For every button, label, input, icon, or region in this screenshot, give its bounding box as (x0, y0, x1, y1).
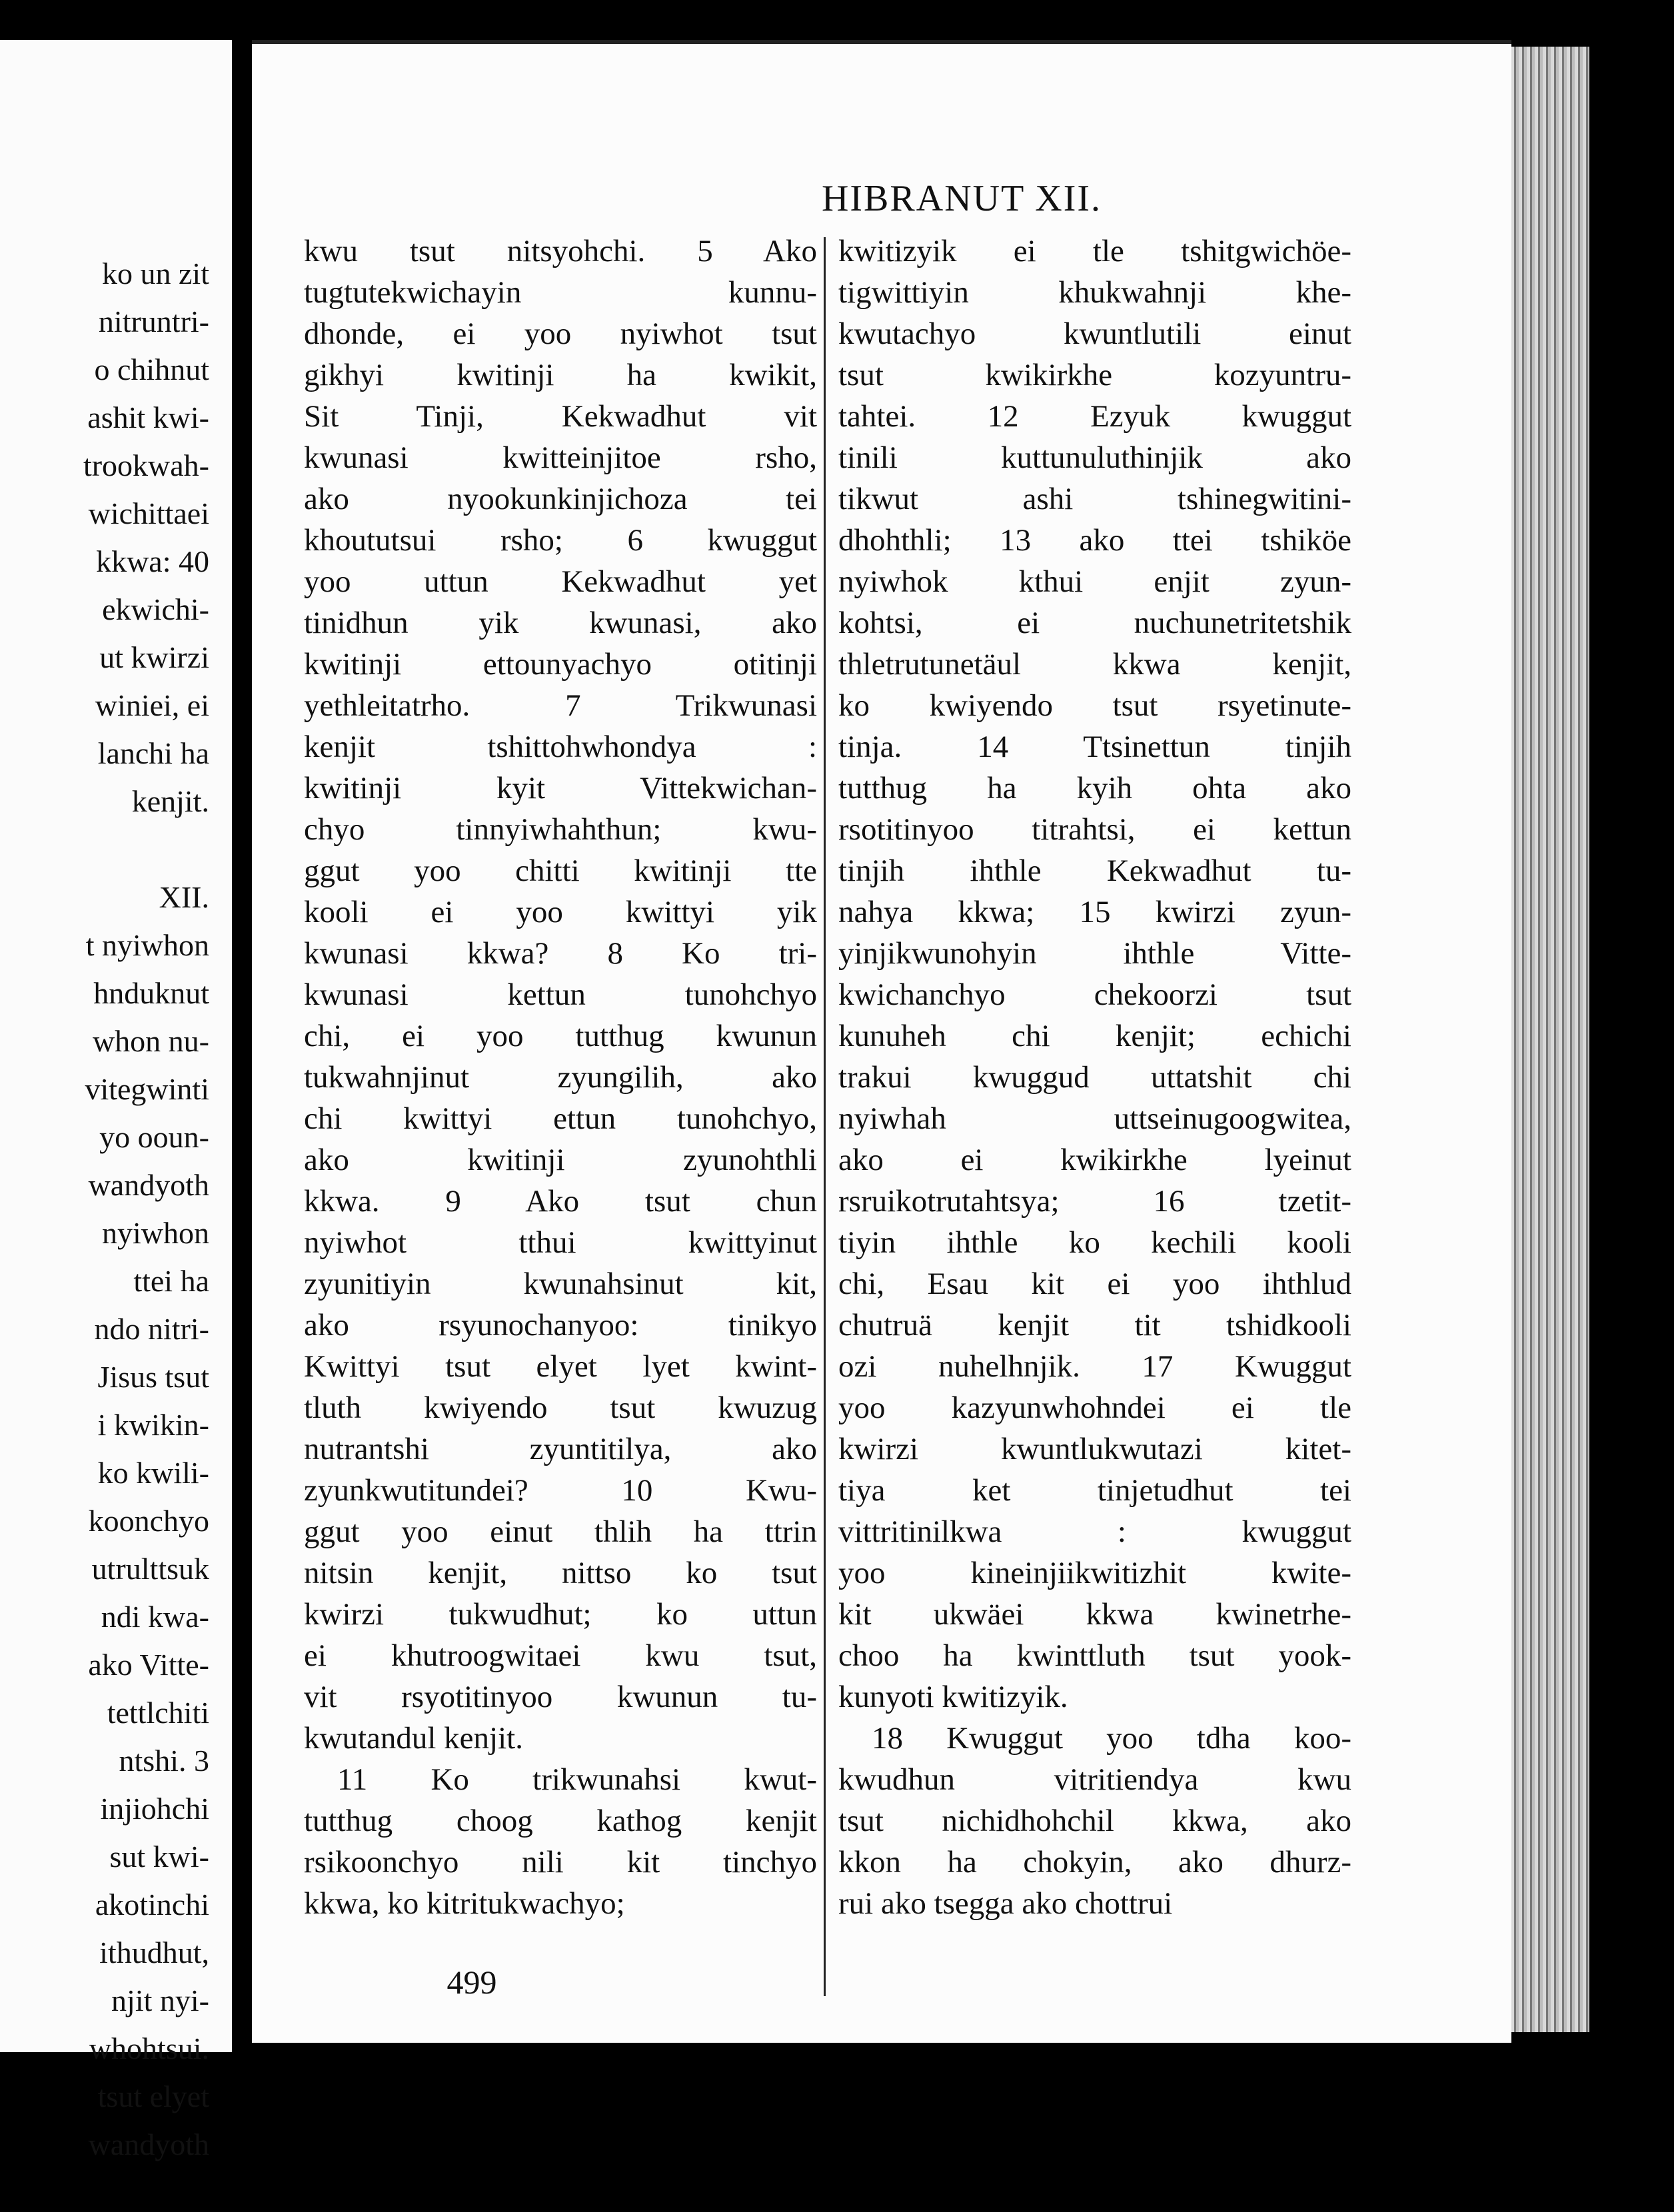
text-line: 11 Ko trikwunahsi kwut- (337, 1762, 817, 1797)
left-page-line: njit nyi- (111, 1983, 209, 2017)
left-page-line: ako Vitte- (88, 1648, 209, 1682)
left-page-line: wichittaei (88, 496, 209, 530)
left-page-line: ko un zit (102, 257, 209, 290)
text-line: kwunasi kkwa? 8 Ko tri- (304, 936, 817, 971)
text-line: kwunasi kettun tunohchyo (304, 977, 817, 1012)
text-line: ako kwitinji zyunohthli (304, 1143, 817, 1177)
running-head: HIBRANUT XII. (821, 178, 1102, 219)
text-line: rsikoonchyo nili kit tinchyo (304, 1845, 817, 1880)
left-page-line: i kwikin- (97, 1408, 209, 1442)
text-line: chi, Esau kit ei yoo ihthlud (838, 1267, 1351, 1301)
text-line: nyiwhok kthui enjit zyun- (838, 564, 1351, 599)
text-line: tluth kwiyendo tsut kwuzug (304, 1390, 817, 1425)
left-page-line: XII. (159, 880, 209, 914)
left-page-line: utrulttsuk (91, 1552, 209, 1586)
text-line: tahtei. 12 Ezyuk kwuggut (838, 399, 1351, 434)
left-page-line: nyiwhon (102, 1216, 209, 1250)
text-line: chi, ei yoo tutthug kwunun (304, 1019, 817, 1053)
text-line: chyo tinnyiwhahthun; kwu- (304, 812, 817, 847)
left-page-line: kenjit. (131, 784, 209, 818)
right-column (838, 231, 1351, 1924)
text-line: yoo uttun Kekwadhut yet (304, 564, 817, 599)
text-line: Kwittyi tsut elyet lyet kwint- (304, 1349, 817, 1384)
text-line: ako rsyunochanyoo: tinikyo (304, 1308, 817, 1343)
text-line: tutthug ha kyih ohta ako (838, 771, 1351, 806)
text-line: tigwittiyin khukwahnji khe- (838, 275, 1351, 310)
text-line: yoo kineinjiikwitizhit kwite- (838, 1556, 1351, 1590)
text-line: kunuheh chi kenjit; echichi (838, 1019, 1351, 1053)
text-line: nahya kkwa; 15 kwirzi zyun- (838, 895, 1351, 929)
left-page-line: ttei ha (133, 1264, 209, 1298)
left-page-line: yo ooun- (99, 1120, 209, 1154)
text-line: kwutachyo kwuntlutili einut (838, 316, 1351, 351)
text-line: tiyin ihthle ko kechili kooli (838, 1225, 1351, 1260)
text-line: vit rsyotitinyoo kwunun tu- (304, 1680, 817, 1714)
left-page-line: tsut elyet (97, 2079, 209, 2113)
text-line: kwutandul kenjit. (304, 1721, 523, 1756)
left-page-line: koonchyo (88, 1504, 209, 1538)
left-page-line: akotinchi (95, 1888, 209, 1922)
text-line: nutrantshi zyuntitilya, ako (304, 1432, 817, 1466)
left-page-line: ut kwirzi (99, 640, 209, 674)
text-line: tinidhun yik kwunasi, ako (304, 606, 817, 640)
text-line: tinili kuttunuluthinjik ako (838, 440, 1351, 475)
text-line: ko kwiyendo tsut rsyetinute- (838, 688, 1351, 723)
left-page-line: ekwichi- (102, 592, 209, 626)
text-line: ggut yoo einut thlih ha ttrin (304, 1514, 817, 1549)
text-line: 18 Kwuggut yoo tdha koo- (872, 1721, 1351, 1756)
left-page-line: trookwah- (83, 448, 209, 482)
left-page-line: whon nu- (92, 1024, 209, 1058)
text-line: rui ako tsegga ako chottrui (838, 1886, 1173, 1921)
left-page-line: ndi kwa- (101, 1600, 209, 1634)
text-line: ei khutroogwitaei kwu tsut, (304, 1638, 817, 1673)
text-line: tutthug choog kathog kenjit (304, 1804, 817, 1838)
left-page-line: ashit kwi- (87, 400, 209, 434)
text-line: kwu tsut nitsyohchi. 5 Ako (304, 234, 817, 269)
text-line: yethleitatrho. 7 Trikwunasi (304, 688, 817, 723)
left-page-line: lanchi ha (97, 736, 209, 770)
text-line: kkon ha chokyin, ako dhurz- (838, 1845, 1351, 1880)
left-page-line: wandyoth (88, 2127, 209, 2161)
column-divider (824, 237, 826, 1996)
text-line: kwitizyik ei tle tshitgwichöe- (838, 234, 1351, 269)
text-line: nitsin kenjit, nittso ko tsut (304, 1556, 817, 1590)
text-line: kwirzi tukwudhut; ko uttun (304, 1597, 817, 1632)
left-page-line: ndo nitri- (94, 1312, 209, 1346)
text-line: ako nyookunkinjichoza tei (304, 482, 817, 516)
left-page-line: injiohchi (100, 1792, 209, 1826)
text-line: kwunasi kwitteinjitoe rsho, (304, 440, 817, 475)
text-line: kunyoti kwitizyik. (838, 1680, 1068, 1714)
text-line: ako ei kwikirkhe lyeinut (838, 1143, 1351, 1177)
text-line: tikwut ashi tshinegwitini- (838, 482, 1351, 516)
text-line: kooli ei yoo kwittyi yik (304, 895, 817, 929)
text-line: kwichanchyo chekoorzi tsut (838, 977, 1351, 1012)
text-line: kwirzi kwuntlukwutazi kitet- (838, 1432, 1351, 1466)
text-line: trakui kwuggud uttatshit chi (838, 1060, 1351, 1095)
left-page-line: o chihnut (94, 352, 209, 386)
text-line: tugtutekwichayin kunnu- (304, 275, 817, 310)
text-line: kohtsi, ei nuchunetritetshik (838, 606, 1351, 640)
left-page-line: ntshi. 3 (119, 1744, 209, 1778)
text-line: tukwahnjinut zyungilih, ako (304, 1060, 817, 1095)
text-line: tinja. 14 Ttsinettun tinjih (838, 730, 1351, 764)
text-line: zyunitiyin kwunahsinut kit, (304, 1267, 817, 1301)
text-line: yinjikwunohyin ihthle Vitte- (838, 936, 1351, 971)
text-line: zyunkwutitundei? 10 Kwu- (304, 1473, 817, 1508)
text-line: thletrutunetäul kkwa kenjit, (838, 647, 1351, 682)
text-line: yoo kazyunwhohndei ei tle (838, 1390, 1351, 1425)
text-line: rsotitinyoo titrahtsi, ei kettun (838, 812, 1351, 847)
text-line: ggut yoo chitti kwitinji tte (304, 853, 817, 888)
left-page-fragment (0, 40, 232, 2161)
text-line: kkwa, ko kitritukwachyo; (304, 1886, 625, 1921)
left-page-line: tettlchiti (107, 1696, 209, 1730)
left-page-line: Jisus tsut (97, 1360, 209, 1394)
left-page-line: wandyoth (88, 1168, 209, 1202)
text-line: kwitinji ettounyachyo otitinji (304, 647, 817, 682)
text-line: tinjih ihthle Kekwadhut tu- (838, 853, 1351, 888)
text-line: kkwa. 9 Ako tsut chun (304, 1184, 817, 1219)
text-line: kwitinji kyit Vittekwichan- (304, 771, 817, 806)
text-line: chi kwittyi ettun tunohchyo, (304, 1101, 817, 1136)
text-line: gikhyi kwitinji ha kwikit, (304, 358, 817, 392)
text-line: dhohthli; 13 ako ttei tshiköe (838, 523, 1351, 558)
text-line: chutruä kenjit tit tshidkooli (838, 1308, 1351, 1343)
text-line: kenjit tshittohwhondya : (304, 730, 817, 764)
text-line: dhonde, ei yoo nyiwhot tsut (304, 316, 817, 351)
text-line: tsut kwikirkhe kozyuntru- (838, 358, 1351, 392)
text-line: nyiwhot tthui kwittyinut (304, 1225, 817, 1260)
text-line: ozi nuhelhnjik. 17 Kwuggut (838, 1349, 1351, 1384)
left-page-line: vitegwinti (85, 1072, 209, 1106)
left-page-line: winiei, ei (95, 688, 209, 722)
left-page-line: hnduknut (93, 976, 209, 1010)
text-line: tsut nichidhohchil kkwa, ako (838, 1804, 1351, 1838)
left-page-line: nitruntri- (98, 304, 209, 338)
text-line: rsruikotrutahtsya; 16 tzetit- (838, 1184, 1351, 1219)
text-line: kwudhun vitritiendya kwu (838, 1762, 1351, 1797)
text-line: tiya ket tinjetudhut tei (838, 1473, 1351, 1508)
left-page-line: sut kwi- (109, 1840, 209, 1874)
left-page-line: ko kwili- (97, 1456, 209, 1490)
text-line: khoututsui rsho; 6 kwuggut (304, 523, 817, 558)
left-page-line: t nyiwhon (85, 928, 209, 962)
text-line: vittritinilkwa : kwuggut (838, 1514, 1351, 1549)
text-line: choo ha kwinttluth tsut yook- (838, 1638, 1351, 1673)
left-page-line: ithudhut, (99, 1936, 209, 1969)
left-page-line: whohtsui. (89, 2031, 209, 2065)
right-page (252, 40, 1511, 2043)
text-line: nyiwhah uttseinugoogwitea, (838, 1101, 1351, 1136)
page-number: 499 (446, 1963, 497, 2001)
text-line: kit ukwäei kkwa kwinetrhe- (838, 1597, 1351, 1632)
text-line: Sit Tinji, Kekwadhut vit (304, 399, 817, 434)
left-column (304, 231, 817, 1924)
left-page-line: kkwa: 40 (96, 544, 209, 578)
